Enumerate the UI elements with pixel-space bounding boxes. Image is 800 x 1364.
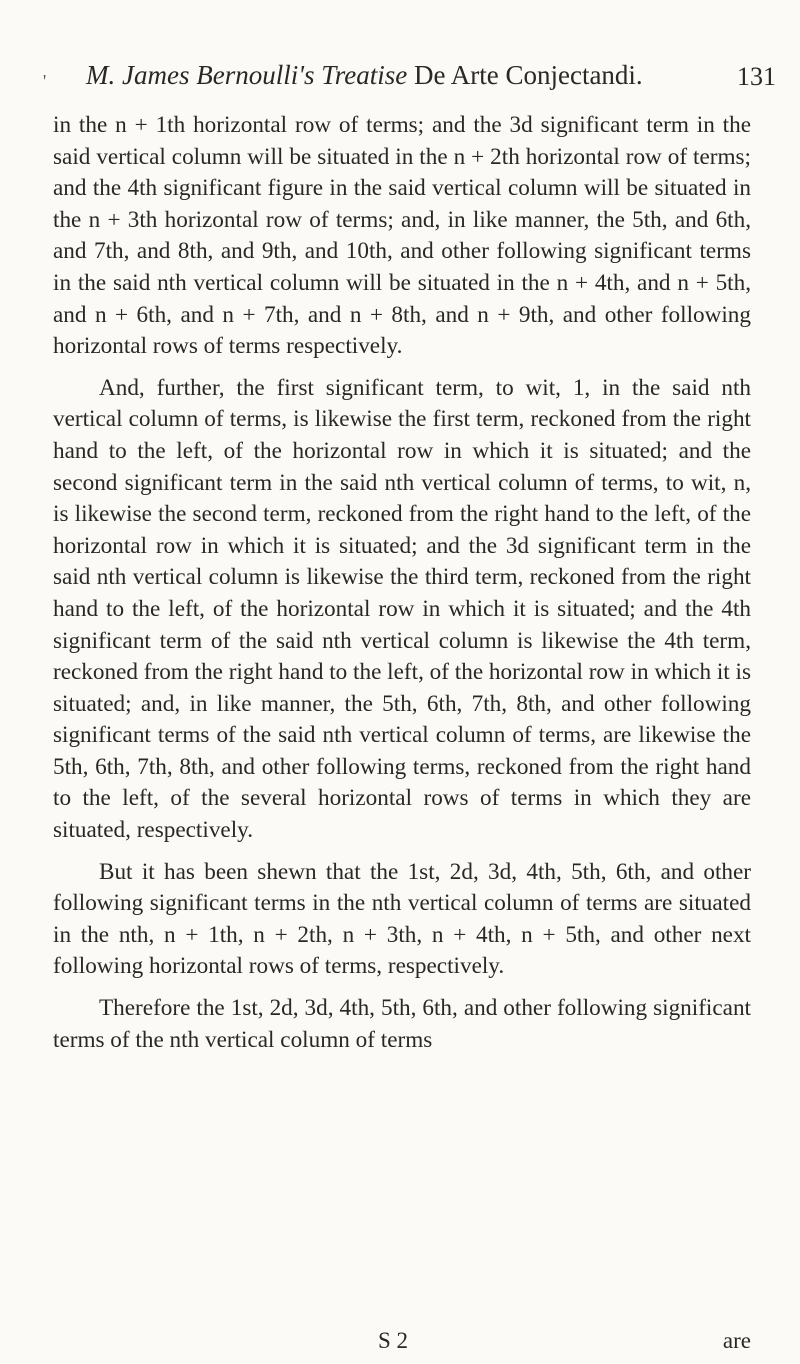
body-text bbox=[53, 110, 751, 1056]
paragraph-3: But it has been shewn that the 1st, 2d, 3d, 4th, 5th, 6th, and other following significant terms in the nth vertical column of terms are situated in the nth, n + 1th, n + 2th, n + 3th, n + 4th, n + 5th, and other next following horizontal rows of terms, respectively. bbox=[53, 858, 751, 980]
paragraph-1: in the n + 1th horizontal row of terms; and the 3d significant term in the said vertical column will be situated in the n + 2th horizontal row of terms; and the 4th significant figure in the said vertical column will be situated in the n + 3th horizontal row of terms; and, in like manner, the 5th, and 6th, and 7th, and 8th, and 9th, and 10th, and other following significant terms in the said nth vertical column will be situated in the n + 4th, and n + 5th, and n + 6th, and n + 7th, and n + 8th, and n + 9th, and other following horizontal rows of terms respectively. bbox=[53, 112, 751, 360]
running-head bbox=[86, 60, 776, 100]
page-number: 131 bbox=[737, 62, 776, 91]
signature-mark: S 2 bbox=[378, 1328, 409, 1353]
paragraph-2: And, further, the first significant term, to wit, 1, in the said nth vertical column of terms, is likewise the first term, reckoned from the right hand to the left, of the horizontal row in which it is situated; and the second significant term in the said nth vertical column of terms, to wit, n, is likewise the second term, reckoned from the right hand to the left, of the horizontal row in which it is situated; and the 3d significant term in the said nth vertical column is likewise the third term, reckoned from the right hand to the left, of the horizontal row in which it is situated; and the 4th significant term of the said nth vertical column is likewise the 4th term, reckoned from the right hand to the left, of the horizontal row in which it is situated; and, in like manner, the 5th, 6th, 7th, 8th, and other following significant terms of the said nth vertical column of terms, are likewise the 5th, 6th, 7th, 8th, and other following terms, reckoned from the right hand to the left, of the several horizontal rows of terms in which they are situated, respectively. bbox=[53, 374, 752, 844]
running-title-roman: De Arte Conjectandi. bbox=[407, 60, 643, 90]
page-footer bbox=[53, 1328, 751, 1358]
margin-mark: ' bbox=[43, 71, 47, 91]
running-title bbox=[86, 60, 643, 91]
catchword: are bbox=[722, 1328, 751, 1353]
paragraph-4: Therefore the 1st, 2d, 3d, 4th, 5th, 6th, and other following significant terms of the nth vertical column of terms bbox=[53, 995, 751, 1053]
running-title-italic: M. James Bernoulli's Treatise bbox=[86, 60, 408, 90]
